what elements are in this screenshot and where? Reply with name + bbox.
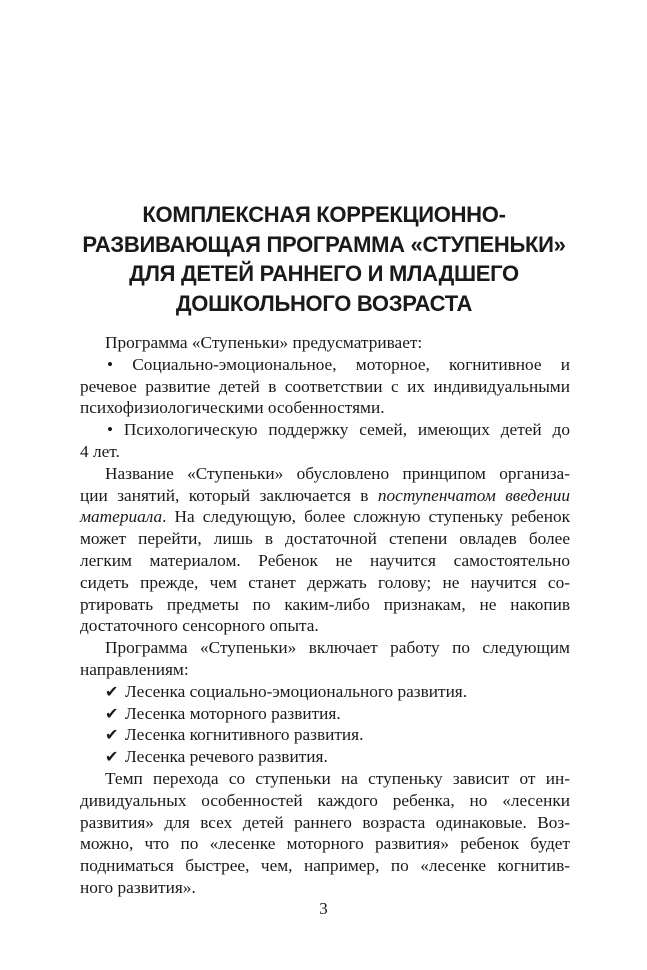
checkmark-icon: ✔ [105,681,119,701]
paragraph-line: Название «Ступеньки» обусловлено принципом организа- [105,463,570,483]
bullet-line: психофизиологическими особенностями. [80,398,385,418]
checklist-item [80,746,570,768]
checklist-text: Лесенка речевого развития. [125,747,328,767]
bullet-line: • Психологическую поддержку семей, имеющих детей до [107,420,570,440]
checkmark-icon: ✔ [105,725,119,745]
checklist-text: Лесенка социально-эмоционального развития. [125,681,468,701]
paragraph-line: развития» для всех детей раннего возраста одинаковые. Воз- [80,812,570,832]
bullet-line: • Социально-эмоциональное, моторное, когнитивное и [107,354,570,374]
title-line: КОМПЛЕКСНАЯ КОРРЕКЦИОННО- [142,202,506,227]
paragraph-line: дивидуальных особенностей каждого ребенка, но «лесенки [80,790,570,810]
paragraph-line: достаточного сенсорного опыта. [80,616,319,636]
title-line: ДЛЯ ДЕТЕЙ РАННЕГО И МЛАДШЕГО [129,261,519,286]
paragraph-line: ного развития». [80,877,196,897]
italic-emphasis: материала [80,507,163,527]
text-span: ции занятий, который заключается в [80,485,378,505]
paragraph-line: Темп перехода со ступеньки на ступеньку зависит от ин- [105,768,570,788]
page-number: 3 [319,899,328,918]
bullet-line: речевое развитие детей в соответствии с их индивидуальными [80,376,570,396]
checkmark-icon: ✔ [105,747,119,767]
chapter-title [80,200,568,318]
paragraph-line: может перейти, лишь в достаточной степени овладев более [80,529,570,549]
paragraph-line: легким материалом. Ребенок не научится самостоятельно [80,550,570,570]
title-line: ДОШКОЛЬНОГО ВОЗРАСТА [175,290,473,316]
title-line: РАЗВИВАЮЩАЯ ПРОГРАММА «СТУПЕНЬКИ» [82,231,566,257]
text-span: . На следующую, более сложную ступеньку ребенок [162,507,570,527]
paragraph-line: Программа «Ступеньки» включает работу по следующим [105,638,570,658]
paragraph-line: ртировать предметы по каким-либо признакам, не накопив [80,594,570,614]
paragraph-line: можно, что по «лесенке моторного развития» ребенок будет [80,834,570,854]
paragraph-line [80,485,570,507]
paragraph-line: сидеть прежде, чем станет держать голову; не научится со- [80,572,570,592]
checklist-text: Лесенка моторного развития. [125,703,341,723]
body-text [80,332,570,899]
intro-line: Программа «Ступеньки» предусматривает: [105,333,423,352]
checklist-item [80,724,570,746]
checklist-item [80,681,570,703]
checklist-item [80,703,570,725]
paragraph-line: направлениям: [80,659,189,679]
bullet-line: 4 лет. [80,441,120,461]
italic-emphasis: поступенчатом введении [377,485,570,505]
paragraph-line [80,506,570,528]
checklist-text: Лесенка когнитивного развития. [125,725,364,745]
paragraph-line: подниматься быстрее, чем, например, по «лесенке когнитив- [80,856,570,876]
checkmark-icon: ✔ [105,703,119,723]
